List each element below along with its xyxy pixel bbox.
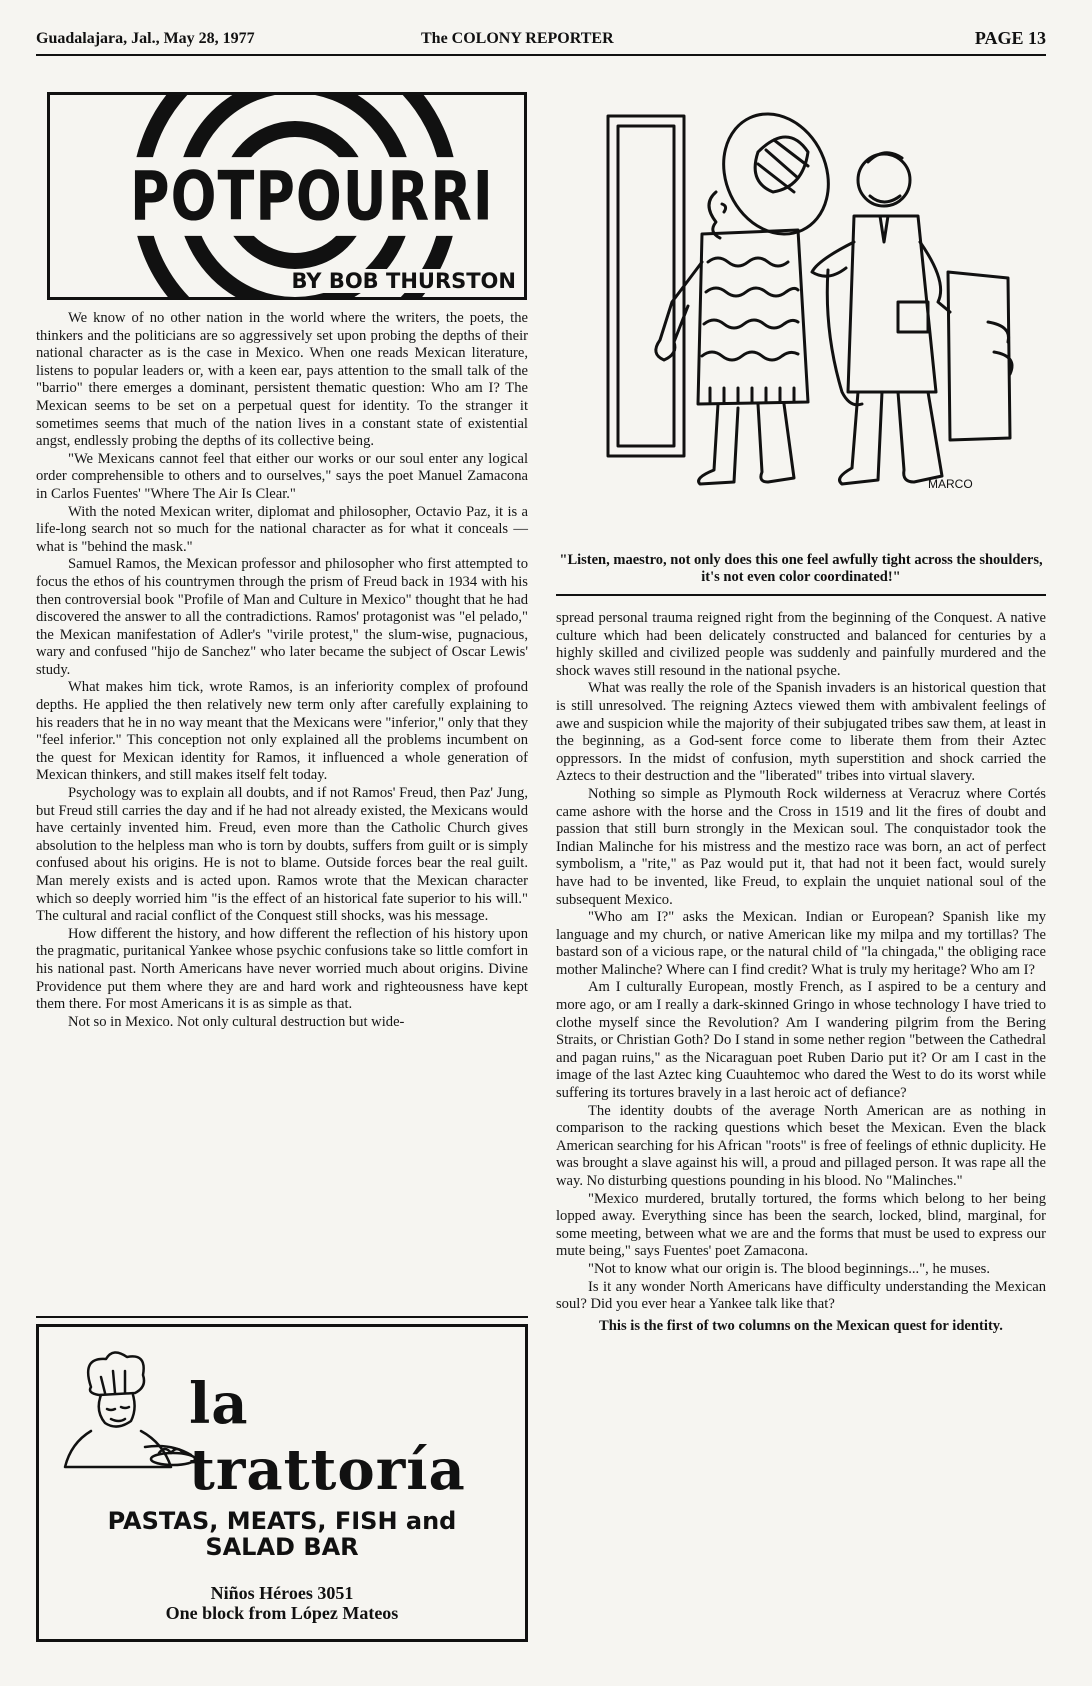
menu-line-2: SALAD BAR xyxy=(205,1533,359,1561)
paragraph: Psychology was to explain all doubts, and if not Ramos' Freud, then Paz' Jung, but Freud still carries the day and if he had not already existed, the Mexicans would have certainly invented him. Freud, even more than the Catholic Church gives absolution to the helpless man who is torn by doubts, suffers from guilt or is simply confused about his origins. He is not to blame. Outside forces bear the real guilt. Man merely exists and is acted upon. Ramos wrote that the Mexican character which so deeply worried him "is the effect of an historical fate superior to his will." The cultural and racial conflict of the Conquest still shocks, was his message. xyxy=(36,785,528,925)
paragraph: The identity doubts of the average North American are as nothing in comparison to the racking questions which beset the Mexican. Even the black American searching for his African "roots" is free of feelings of ethnic duplicity. He was brought a slave against his will, a proud and pillaged person. It was rape all the way. No disturbing questions pounding in his blood. No "Malinches." xyxy=(556,1102,1046,1189)
trattoria-advertisement xyxy=(36,1324,528,1642)
cartoonist-signature: MARCO xyxy=(928,477,973,491)
paragraph: We know of no other nation in the world where the writers, the poets, the thinkers and the politicians are so aggressively set upon probing the depths of their national character as is the case in Mexico. When one reads Mexican literature, listens to popular leaders or, with a keen ear, pays attention to the small talk of the "barrio" there emerges a dominant, persistent thematic question: Who am I? The Mexican seems to be set on a perpetual quest for identity. To the stranger it sometimes seems that much of the nation lives in a constant state of existential angst, endlessly probing the depths of its collective being. xyxy=(36,310,528,450)
dateline: Guadalajara, Jal., May 28, 1977 xyxy=(36,30,255,47)
paragraph: Nothing so simple as Plymouth Rock wilderness at Veracruz where Cortés came ashore with the horse and the Cross in 1519 and lit the fires of doubt and passion that still burn strongly in the Mexican soul. The conquistador took the Indian Malinche for his mistress and the mestizo race was born, an act of perfect symbolism, a "rite," as Paz would put it, that had not it been fact, would surely have had to be invented, like Freud, to explain the unquiet national soul of the subsequent Mexico. xyxy=(556,785,1046,908)
menu-line-1: PASTAS, MEATS, FISH and xyxy=(107,1507,457,1535)
column-byline: BY BOB THURSTON xyxy=(285,269,516,293)
page-number: PAGE 13 xyxy=(974,28,1046,48)
paragraph: "We Mexicans cannot feel that either our works or our soul enter any logical order comprehensible to others and to ourselves," says the poet Manuel Zamacona in Carlos Fuentes' "Where The Air Is Clear." xyxy=(36,450,528,502)
cartoon-caption: "Listen, maestro, not only does this one feel awfully tight across the shoulders, it's not even color coordinated!" xyxy=(559,552,1043,585)
paper-name: The COLONY REPORTER xyxy=(421,30,614,47)
address-line-2: One block from López Mateos xyxy=(165,1603,399,1623)
paragraph: "Who am I?" asks the Mexican. Indian or European? Spanish like my language and my church, or native American like my milpa and my tortillas? The bastard son of a vicious rape, or the natural child of "la chingada," the obliging race mother Malinche? Where can I find credit? What is truly my heritage? Who am I? xyxy=(556,909,1046,978)
caption-rule xyxy=(556,594,1046,596)
masthead xyxy=(36,26,1046,54)
restaurant-address xyxy=(39,1583,525,1623)
paragraph: How different the history, and how different the reflection of his history upon the pragmatic, puritanical Yankee whose psychic confusions take so little comfort in his national past. North Americans have never worried much about origins. Divine Providence put them where they are and hard work and righteousness have kept them there. For most Americans it is as simple as that. xyxy=(36,925,528,1013)
masthead-rule xyxy=(36,54,1046,56)
paragraph: Samuel Ramos, the Mexican professor and philosopher who first attempted to focus the ethos of his countrymen through the prism of Freud back in 1934 with his then controversial book "Profile of Man and Culture in Mexico" thought that he had discovered the answer to all the contradictions. Ramos' protagonist was "el pelado," the Mexican manifestation of Adler's "virile protest," the slum-wise, pugnacious, wary and confused "hijo de Sanchez" who later became the subject of Oscar Lewis' study. xyxy=(36,556,528,678)
paragraph: Is it any wonder North Americans have difficulty understanding the Mexican soul? Did you ever hear a Yankee talk like that? xyxy=(556,1278,1046,1313)
ad-rule xyxy=(36,1316,528,1318)
column-logo xyxy=(47,92,527,300)
chef-illustration xyxy=(51,1347,201,1477)
column-title: POTPOURRI xyxy=(126,157,498,236)
restaurant-name: la trattoría xyxy=(189,1371,466,1503)
paragraph: spread personal trauma reigned right from the beginning of the Conquest. A native culture which had been delicately constructed and balanced for centuries by a highly skilled and civilized people was suddenly and painfully murdered and the shock waves still resound in the national psyche. xyxy=(556,610,1046,679)
cartoon-illustration xyxy=(598,92,1038,524)
article-right-column xyxy=(556,610,1046,1335)
paragraph: Am I culturally European, mostly French, as I aspired to be a century and more ago, or am I really a dark-skinned Gringo in whose technology I have tried to clothe myself since the Revolution? Am I wandering pilgrim from the Bering Straits, or Christian Goth? Do I stand in some nether region "between the Cathedral and pagan ruins," as the Nicaraguan poet Ruben Dario put it? Or am I cast in the image of the last Aztec king Cuauhtemoc who dared the West to do its worst while suffering its tortures bravely in a last heroic act of defiance? xyxy=(556,979,1046,1102)
address-line-1: Niños Héroes 3051 xyxy=(210,1583,354,1603)
paragraph: What was really the role of the Spanish invaders is an historical question that is still unresolved. The reigning Aztecs viewed them with ambivalent feelings of awe and suspicion while the majority of their subjugated tribes saw them, at least in the beginning, as a God-sent force come to liberate them from their Aztec oppressors. In the midst of confusion, myth superstition and shock carried the Aztecs to their destruction and the "liberated" tribes into virtual slavery. xyxy=(556,680,1046,785)
paragraph: "Not to know what our origin is. The blood beginnings...", he muses. xyxy=(588,1260,990,1277)
paragraph: Not so in Mexico. Not only cultural destruction but wide- xyxy=(68,1013,405,1030)
paragraph: What makes him tick, wrote Ramos, is an inferiority complex of profound depths. He applied the then relatively new term only after carefully explaining to his readers that he in no way meant that the Mexicans were "inferior," only that they "feel inferior." This conception not only explained all the problems incumbent on the quest for Mexican identity for Ramos, it influenced a whole generation of Mexican thinkers, and still makes itself felt today. xyxy=(36,679,528,784)
column-endnote: This is the first of two columns on the Mexican quest for identity. xyxy=(599,1317,1003,1334)
paragraph: "Mexico murdered, brutally tortured, the forms which belong to her being lopped away. Everything since has been the search, locked, blind, marginal, for some meeting, between what we are and the forms that must be used to express our mute being," says Fuentes' poet Zamacona. xyxy=(556,1190,1046,1260)
paragraph: With the noted Mexican writer, diplomat and philosopher, Octavio Paz, it is a life-long search not so much for the national character as for what it conceals — what is "behind the mask." xyxy=(36,503,528,555)
article-left-column xyxy=(36,310,528,1031)
